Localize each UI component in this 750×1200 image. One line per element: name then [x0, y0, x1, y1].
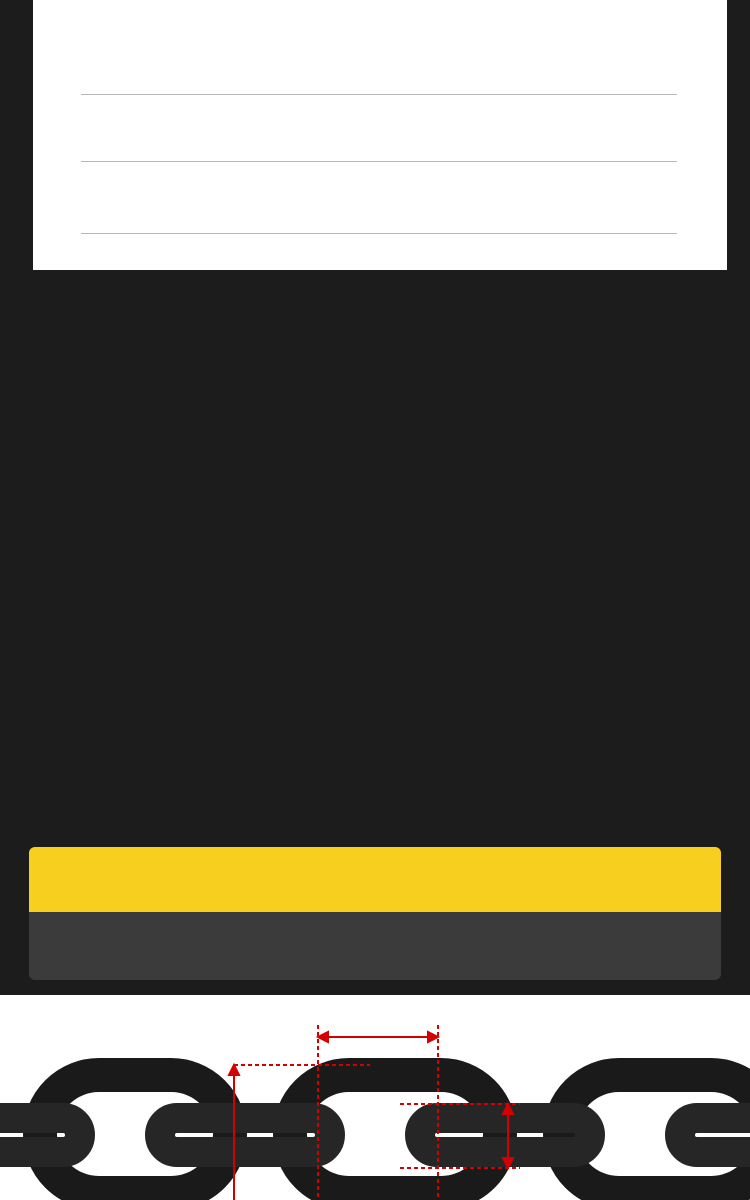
product-spec-card: [29, 847, 721, 980]
product-name-row: [81, 30, 677, 95]
chain-illustration: [0, 995, 750, 1200]
product-info-card: [33, 0, 727, 270]
safety-factor-row: [81, 162, 677, 234]
product-spec-values: [29, 912, 721, 980]
height-arrowhead-top: [229, 1065, 239, 1075]
chain-diagram: [0, 995, 750, 1200]
pitch-arrowhead-left: [318, 1032, 328, 1042]
pitch-arrowhead-right: [428, 1032, 438, 1042]
elongation-row: [81, 95, 677, 162]
product-spec-labels: [29, 847, 721, 912]
chain-link-connector-right: [680, 1118, 750, 1152]
